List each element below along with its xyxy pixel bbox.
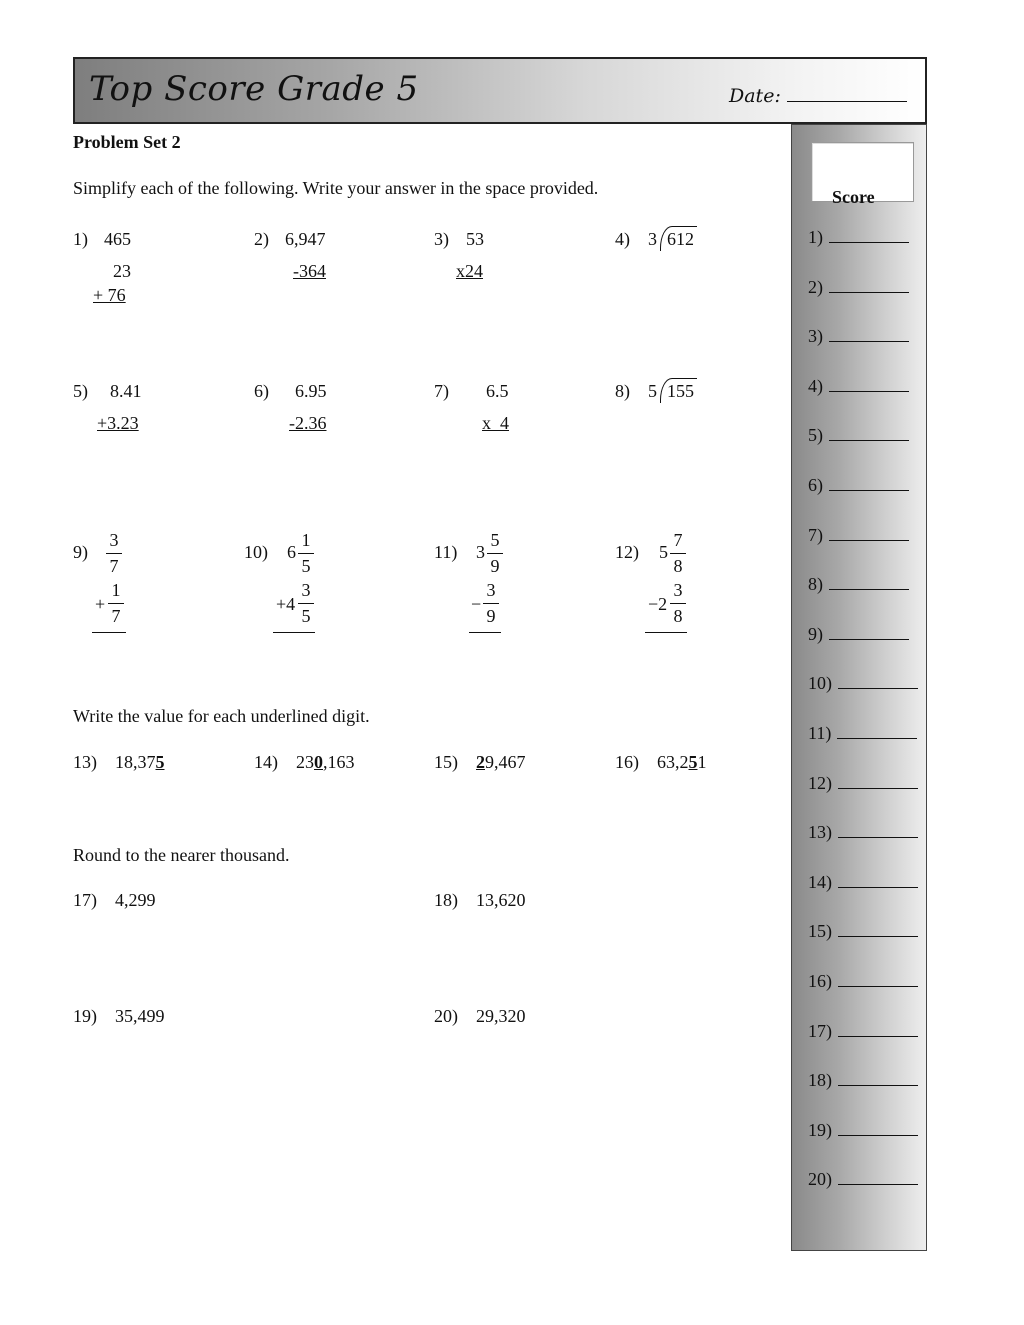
score-line-13 xyxy=(808,821,918,843)
score-answer-blank[interactable] xyxy=(838,772,918,789)
score-line-14 xyxy=(808,871,918,893)
problem-number: 1) xyxy=(73,229,88,249)
score-item-label: 8) xyxy=(808,574,823,595)
score-item-label: 14) xyxy=(808,871,832,892)
problem-number: 10) xyxy=(244,542,268,562)
score-answer-blank[interactable] xyxy=(837,722,917,739)
number: 4,299 xyxy=(115,890,156,910)
score-answer-blank[interactable] xyxy=(838,821,918,838)
score-answer-blank[interactable] xyxy=(838,920,918,937)
addend: 23 xyxy=(113,261,131,281)
score-answer-blank[interactable] xyxy=(829,276,909,293)
factor: x 4 xyxy=(482,413,509,433)
underlined-digit: 5 xyxy=(155,752,165,772)
problem-number: 14) xyxy=(254,752,278,772)
fraction: 3 7 xyxy=(106,530,122,576)
fraction: 7 8 xyxy=(670,530,686,576)
score-line-19 xyxy=(808,1119,918,1141)
operator: + xyxy=(95,594,106,614)
operator: −2 xyxy=(648,594,668,614)
divisor: 5 xyxy=(648,381,657,401)
score-line-17 xyxy=(808,1020,918,1042)
factor: 6.5 xyxy=(486,381,509,401)
score-item-label: 7) xyxy=(808,524,823,545)
score-line-16 xyxy=(808,970,918,992)
date-blank[interactable] xyxy=(787,85,907,102)
problem-number: 9) xyxy=(73,542,88,562)
fraction: 3 5 xyxy=(298,580,314,626)
score-line-6 xyxy=(808,474,909,496)
score-answer-blank[interactable] xyxy=(838,672,918,689)
score-answer-blank[interactable] xyxy=(838,970,918,987)
answer-rule xyxy=(469,632,501,633)
score-line-3 xyxy=(808,325,909,347)
factor: 53 xyxy=(466,229,484,249)
score-line-8 xyxy=(808,573,909,595)
problem-number: 3) xyxy=(434,229,449,249)
whole-number: 3 xyxy=(476,542,485,562)
problem-number: 4) xyxy=(615,229,630,249)
score-item-label: 12) xyxy=(808,772,832,793)
score-answer-blank[interactable] xyxy=(838,871,918,888)
score-item-label: 10) xyxy=(808,673,832,694)
operator: +4 xyxy=(276,594,296,614)
score-line-7 xyxy=(808,524,909,546)
score-answer-blank[interactable] xyxy=(829,424,909,441)
worksheet-header xyxy=(73,57,927,124)
score-line-5 xyxy=(808,424,909,446)
problem-number: 18) xyxy=(434,890,458,910)
problem-set-title: Problem Set 2 xyxy=(73,132,181,152)
number: 35,499 xyxy=(115,1006,165,1026)
score-answer-blank[interactable] xyxy=(829,474,909,491)
problem-number: 12) xyxy=(615,542,639,562)
addend: + 76 xyxy=(93,285,126,305)
score-item-label: 5) xyxy=(808,425,823,446)
score-line-11 xyxy=(808,722,917,744)
addend: +3.23 xyxy=(97,413,139,433)
subtrahend: -2.36 xyxy=(289,413,327,433)
minuend: 6,947 xyxy=(285,229,326,249)
score-item-label: 13) xyxy=(808,822,832,843)
underlined-digit: 0 xyxy=(314,752,323,772)
number: 13,620 xyxy=(476,890,526,910)
place-value-instructions: Write the value for each underlined digit. xyxy=(73,706,370,726)
number: 18,375 xyxy=(115,752,165,772)
whole-number: 5 xyxy=(659,542,668,562)
score-line-9 xyxy=(808,623,909,645)
problem-number: 7) xyxy=(434,381,449,401)
simplify-instructions: Simplify each of the following. Write your answer in the space provided. xyxy=(73,178,599,198)
answer-rule xyxy=(273,632,315,633)
answer-rule xyxy=(645,632,687,633)
score-item-label: 15) xyxy=(808,921,832,942)
whole-number: 6 xyxy=(287,542,296,562)
score-item-label: 9) xyxy=(808,623,823,644)
addend: 465 xyxy=(104,229,131,249)
problem-number: 20) xyxy=(434,1006,458,1026)
score-answer-blank[interactable] xyxy=(829,375,909,392)
dividend: 155 xyxy=(667,381,694,401)
score-label: Score xyxy=(832,187,875,207)
underlined-digit: 2 xyxy=(476,752,485,772)
score-item-label: 1) xyxy=(808,227,823,247)
score-answer-blank[interactable] xyxy=(838,1020,918,1037)
fraction: 3 9 xyxy=(483,580,499,626)
problem-number: 19) xyxy=(73,1006,97,1026)
problem-number: 16) xyxy=(615,752,639,772)
number: 230,163 xyxy=(296,752,355,772)
number: 63,251 xyxy=(657,752,707,772)
score-line-2 xyxy=(808,276,909,298)
score-item-label: 17) xyxy=(808,1020,832,1041)
score-answer-blank[interactable] xyxy=(829,325,909,342)
fraction: 5 9 xyxy=(487,530,503,576)
problem-number: 15) xyxy=(434,752,458,772)
score-answer-blank[interactable] xyxy=(838,1069,918,1086)
score-item-label: 18) xyxy=(808,1070,832,1091)
number: 29,320 xyxy=(476,1006,526,1026)
underlined-digit: 5 xyxy=(688,752,698,772)
problem-number: 5) xyxy=(73,381,88,401)
dividend: 612 xyxy=(667,229,694,249)
rounding-instructions: Round to the nearer thousand. xyxy=(73,845,290,865)
fraction: 3 8 xyxy=(670,580,686,626)
score-answer-blank[interactable] xyxy=(829,524,909,541)
problem-number: 8) xyxy=(615,381,630,401)
problem-number: 13) xyxy=(73,752,97,772)
score-line-15 xyxy=(808,920,918,942)
score-item-label: 20) xyxy=(808,1169,832,1190)
score-item-label: 16) xyxy=(808,971,832,991)
addend: 8.41 xyxy=(110,381,142,401)
score-item-label: 2) xyxy=(808,276,823,297)
score-item-label: 6) xyxy=(808,475,823,495)
problem-number: 17) xyxy=(73,890,97,910)
divisor: 3 xyxy=(648,229,657,249)
score-answer-blank[interactable] xyxy=(829,573,909,590)
problem-number: 11) xyxy=(434,542,458,562)
minuend: 6.95 xyxy=(295,381,327,401)
score-item-label: 11) xyxy=(808,723,832,743)
operator: − xyxy=(471,594,482,614)
fraction: 1 5 xyxy=(298,530,314,576)
factor: x24 xyxy=(456,261,483,281)
problem-number: 2) xyxy=(254,229,269,249)
score-line-18 xyxy=(808,1069,918,1091)
score-line-4 xyxy=(808,375,909,397)
score-line-12 xyxy=(808,772,918,794)
number: 29,467 xyxy=(476,752,526,772)
answer-rule xyxy=(92,632,126,633)
fraction: 1 7 xyxy=(108,580,124,626)
worksheet-title: Top Score Grade 5 xyxy=(89,69,419,109)
score-answer-blank[interactable] xyxy=(829,623,909,640)
score-item-label: 3) xyxy=(808,326,823,347)
subtrahend: -364 xyxy=(293,261,326,281)
score-item-label: 19) xyxy=(808,1119,832,1140)
score-line-1 xyxy=(808,226,909,248)
date-label: Date: xyxy=(729,85,781,107)
score-answer-blank[interactable] xyxy=(838,1168,918,1185)
score-answer-blank[interactable] xyxy=(829,226,909,243)
score-item-label: 4) xyxy=(808,375,823,396)
score-line-20 xyxy=(808,1168,918,1190)
date-field[interactable] xyxy=(729,85,907,107)
problem-number: 6) xyxy=(254,381,269,401)
score-line-10 xyxy=(808,672,918,694)
score-answer-blank[interactable] xyxy=(838,1119,918,1136)
